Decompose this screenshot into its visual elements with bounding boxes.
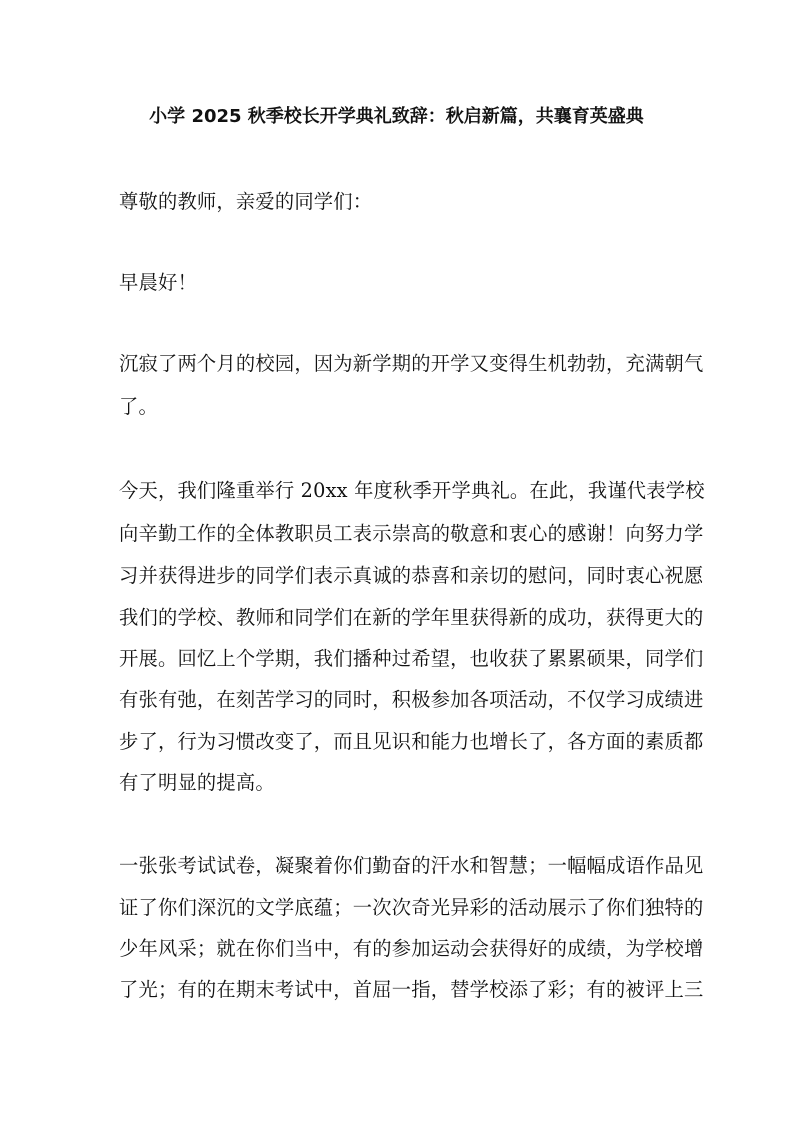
paragraph-line: 了。: [119, 395, 158, 418]
paragraph-line: 今天，我们隆重举行 20xx 年度秋季开学典礼。在此，我谨代表学校: [119, 479, 705, 502]
paragraph-line: 有了明显的提高。: [119, 771, 275, 794]
paragraph-line: 少年风采；就在你们当中，有的参加运动会获得好的成绩，为学校增: [119, 937, 704, 960]
paragraph-line: 沉寂了两个月的校园，因为新学期的开学又变得生机勃勃，充满朝气: [119, 352, 704, 375]
salutation-line: 早晨好！: [119, 271, 197, 294]
paragraph-line: 有张有弛，在刻苦学习的同时，积极参加各项活动，不仅学习成绩进: [119, 688, 704, 711]
paragraph-line: 开展。回忆上个学期，我们播种过希望，也收获了累累硕果，同学们: [119, 647, 704, 670]
paragraph-line: 一张张考试试卷，凝聚着你们勤奋的汗水和智慧；一幅幅成语作品见: [119, 854, 704, 877]
paragraph-line: 证了你们深沉的文学底蕴；一次次奇光异彩的活动展示了你们独特的: [119, 896, 704, 919]
paragraph-line: 习并获得进步的同学们表示真诚的恭喜和亲切的慰问，同时衷心祝愿: [119, 564, 704, 587]
greeting-line: 尊敬的教师，亲爱的同学们：: [119, 190, 373, 213]
paragraph-line: 了光；有的在期末考试中，首屈一指，替学校添了彩；有的被评上三: [119, 978, 704, 1001]
paragraph-line: 我们的学校、教师和同学们在新的学年里获得新的成功，获得更大的: [119, 606, 704, 629]
document-title: 小学 2025 秋季校长开学典礼致辞：秋启新篇，共襄育英盛典: [149, 106, 644, 127]
paragraph-line: 步了，行为习惯改变了，而且见识和能力也增长了，各方面的素质都: [119, 730, 704, 753]
paragraph-line: 向辛勤工作的全体教职员工表示崇高的敬意和衷心的感谢！向努力学: [119, 522, 704, 545]
